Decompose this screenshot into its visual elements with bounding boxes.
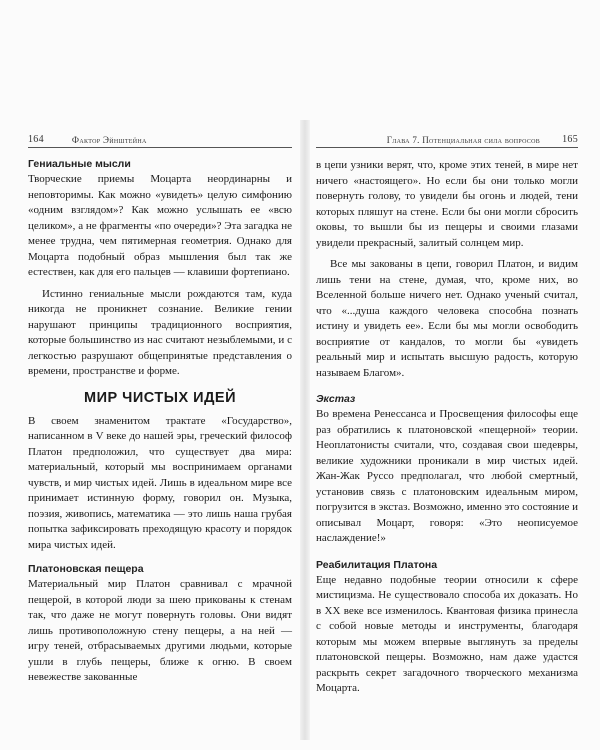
section-rehabilitation — [316, 559, 578, 697]
paragraph: Творческие приемы Моцарта неординарны и неповторимы. Как можно «увидеть» целую симфонию «одним взглядом»? Как можно услышать ее «всю целиком», а не фрагменты «по очереди»? Эта загадка не менее трудна, чем пятимерная геометрия. Однако для Моцарта подобный образ мышления был так же естествен, как для его пальцев — клавиши фортепиано. — [28, 173, 292, 278]
paragraph: В своем знаменитом трактате «Государство», написанном в V веке до нашей эры, греческий философ Платон предположил, что существует два мира: материальный, который мы воспринимаем органами чувств, и мир чистых идей. Лишь в идеальном мире все принимает истинную форму, говорил он. Музыка, поэзия, живопись, математика — это лишь наша грубая попытка зафиксировать преходящую красоту и порядок мира чистых идей. — [28, 414, 292, 551]
right-page-number: 165 — [562, 134, 578, 145]
section-ecstasy — [316, 393, 578, 547]
paragraph: Материальный мир Платон сравнивал с мрачной пещерой, в которой люди за шею прикованы к стенам так, что даже не могут повернуть головы. Они видят лишь противоположную стену пещеры, а на ней — игру теней, отбрасываемых другими людьми, которые ушли в глубь пещеры, ближе к огню. В своем невежестве закованные — [28, 578, 292, 683]
section-heading: Экстаз — [316, 393, 356, 405]
left-running-head-title: Фактор Эйнштейна — [71, 135, 147, 145]
paragraph: Истинно гениальные мысли рождаются там, куда никогда не проникнет сознание. Великие гении нарушают принципы традиционного восприятия, которые большинство из нас считают незыблемыми, и с легкостью разрушают общепринятые представления о времени, пространстве и форме. — [28, 287, 292, 377]
left-page — [28, 134, 292, 696]
paragraph: Все мы закованы в цепи, говорил Платон, и видим лишь тени на стене, думая, что, кроме них, во Вселенной больше ничего нет. Однако ученый считал, что «...душа каждого человека способна познать истину и увидеть ее». Если бы мы могли освободить восприятие от кандалов, то могли бы «увидеть реальный мир и испытать высшую радость, которую называем Благом». — [316, 258, 578, 379]
section-heading: Реабилитация Платона — [316, 558, 438, 571]
section-heading: Гениальные мысли — [28, 158, 131, 170]
section-world-of-ideas — [28, 414, 292, 554]
page-gutter — [300, 120, 310, 740]
section-platonic-cave — [28, 563, 292, 686]
section-cave-continued — [316, 158, 578, 381]
right-page — [316, 134, 578, 707]
chapter-subheading: МИР ЧИСТЫХ ИДЕЙ — [83, 389, 237, 406]
right-running-head-title: Глава 7. Потенциальная сила вопросов — [386, 135, 541, 145]
right-running-header — [316, 134, 578, 148]
paragraph: Во времена Ренессанса и Просвещения философы еще раз обратились к платоновской «пещерной» теории. Неоплатонисты считали, что, создавая свои шедевры, великие художники проникали в мир чистых идей. Жан-Жак Руссо предполагал, что любой смертный, установив связь с платоновским идеальным миром, погрузится в экстаз. Возможно, именно это состояние и описывал Моцарт, говоря: «Это неописуемое наслаждение!» — [316, 408, 578, 544]
paragraph: в цепи узники верят, что, кроме этих теней, в мире нет ничего «настоящего». Но если бы они только могли повернуть голову, то увидели бы огонь и людей, тени которых пляшут на стене. Если бы они могли сбросить оковы, то вышли бы из пещеры и своими глазами увидели прекрасный, залитый солнцем мир. — [316, 159, 578, 249]
section-heading: Платоновская пещера — [28, 563, 144, 575]
paragraph: Еще недавно подобные теории относили к сфере мистицизма. Не существовало способа их доказать. Но в XX веке все изменилось. Квантовая физика принесла с собой новые методы и инструменты, благодаря которым мы можем впервые выглянуть за пределы платоновской пещеры. Возможно, нам даже удастся раскрыть секрет загадочного творческого механизма Моцарта. — [316, 573, 578, 694]
left-page-number: 164 — [28, 134, 44, 145]
left-running-header — [28, 134, 292, 148]
section-genius-thoughts — [28, 158, 292, 380]
